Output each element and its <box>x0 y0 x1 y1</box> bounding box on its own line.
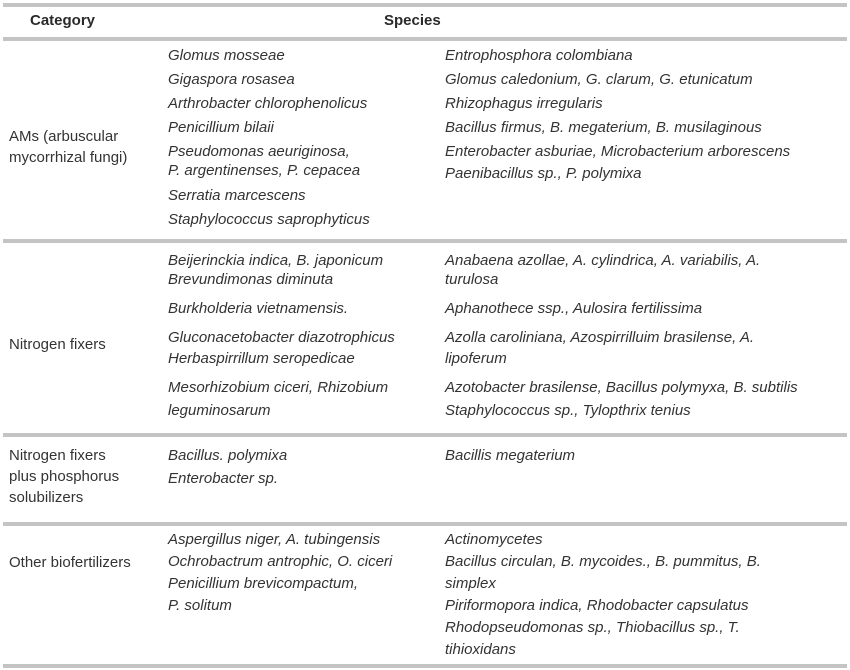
species-entry: Burkholderia vietnamensis. <box>168 300 349 317</box>
species-entry: Entrophosphora colombiana <box>445 47 633 64</box>
species-entry: Beijerinckia indica, B. japonicum <box>168 252 384 269</box>
category-text: Nitrogen fixers <box>9 447 106 464</box>
species-cell-right <box>445 251 798 423</box>
species-entry: Mesorhizobium ciceri, Rhizobium <box>168 379 389 396</box>
species-cell-right <box>445 530 761 662</box>
table-top-rule <box>3 3 847 7</box>
species-entry: Brevundimonas diminuta <box>168 271 334 288</box>
species-entry: Herbaspirrillum seropedicae <box>168 350 355 367</box>
species-entry: Aphanothece ssp., Aulosira fertilissima <box>445 300 703 317</box>
species-entry: Azotobacter brasilense, Bacillus polymyxa, B. subtilis <box>445 379 798 396</box>
species-entry: Staphylococcus saprophyticus <box>168 211 370 228</box>
species-entry: Rhodopseudomonas sp., Thiobacillus sp., T. <box>445 619 740 636</box>
species-entry: P. solitum <box>168 597 232 614</box>
species-entry: Arthrobacter chlorophenolicus <box>168 95 368 112</box>
species-cell-left <box>168 446 287 492</box>
category-text: Nitrogen fixers <box>9 336 106 353</box>
species-entry: lipoferum <box>445 350 507 367</box>
category-text: Other biofertilizers <box>9 554 131 571</box>
species-entry: Penicillium brevicompactum, <box>168 575 359 592</box>
category-cell <box>9 552 131 573</box>
species-entry: Bacillis megaterium <box>445 447 576 464</box>
species-cell-right <box>445 446 575 469</box>
species-entry: Aspergillus niger, A. tubingensis <box>168 531 381 548</box>
species-entry: Bacillus circulan, B. mycoides., B. pummitus, B. <box>445 553 761 570</box>
species-entry: Paenibacillus sp., P. polymixa <box>445 165 642 182</box>
species-entry: Ochrobactrum antrophic, O. ciceri <box>168 553 393 570</box>
species-entry: turulosa <box>445 271 499 288</box>
species-entry: Gigaspora rosasea <box>168 71 295 88</box>
species-entry: Actinomycetes <box>445 531 543 548</box>
species-entry: Anabaena azollae, A. cylindrica, A. variabilis, A. <box>445 252 761 269</box>
category-text: mycorrhizal fungi) <box>9 149 128 166</box>
header-rule <box>3 37 847 41</box>
category-text: AMs (arbuscular <box>9 128 119 145</box>
species-entry: Glomus mosseae <box>168 47 285 64</box>
species-cell-left <box>168 251 395 423</box>
species-entry: tihioxidans <box>445 641 516 658</box>
species-cell-right <box>445 46 790 188</box>
column-header-category: Category <box>30 12 96 29</box>
species-cell-left <box>168 530 392 618</box>
row-divider <box>3 522 847 526</box>
species-entry: Enterobacter asburiae, Microbacterium arborescens <box>445 143 791 160</box>
category-cell <box>9 445 119 508</box>
species-entry: Penicillium bilaii <box>168 119 274 136</box>
species-entry: Gluconacetobacter diazotrophicus <box>168 329 395 346</box>
species-entry: Serratia marcescens <box>168 187 306 204</box>
species-entry: Staphylococcus sp., Tylopthrix tenius <box>445 402 691 419</box>
row-divider <box>3 239 847 243</box>
category-cell <box>9 334 106 355</box>
column-header-species: Species <box>384 12 441 29</box>
row-divider <box>3 433 847 437</box>
species-entry: P. argentinenses, P. cepacea <box>168 162 361 179</box>
category-cell <box>9 126 127 168</box>
species-entry: Piriformopora indica, Rhodobacter capsulatus <box>445 597 749 614</box>
species-entry: Glomus caledonium, G. clarum, G. etunicatum <box>445 71 753 88</box>
species-entry: leguminosarum <box>168 402 271 419</box>
species-entry: Azolla caroliniana, Azospirrilluim brasilense, A. <box>445 329 755 346</box>
species-entry: simplex <box>445 575 496 592</box>
table-bottom-rule <box>3 664 847 668</box>
category-text: solubilizers <box>9 489 84 506</box>
species-entry: Bacillus. polymixa <box>168 447 288 464</box>
species-cell-left <box>168 46 370 234</box>
species-entry: Rhizophagus irregularis <box>445 95 603 112</box>
species-entry: Pseudomonas aeuriginosa, <box>168 143 350 160</box>
species-entry: Bacillus firmus, B. megaterium, B. musilaginous <box>445 119 762 136</box>
category-text: plus phosphorus <box>9 468 120 485</box>
species-entry: Enterobacter sp. <box>168 470 279 487</box>
